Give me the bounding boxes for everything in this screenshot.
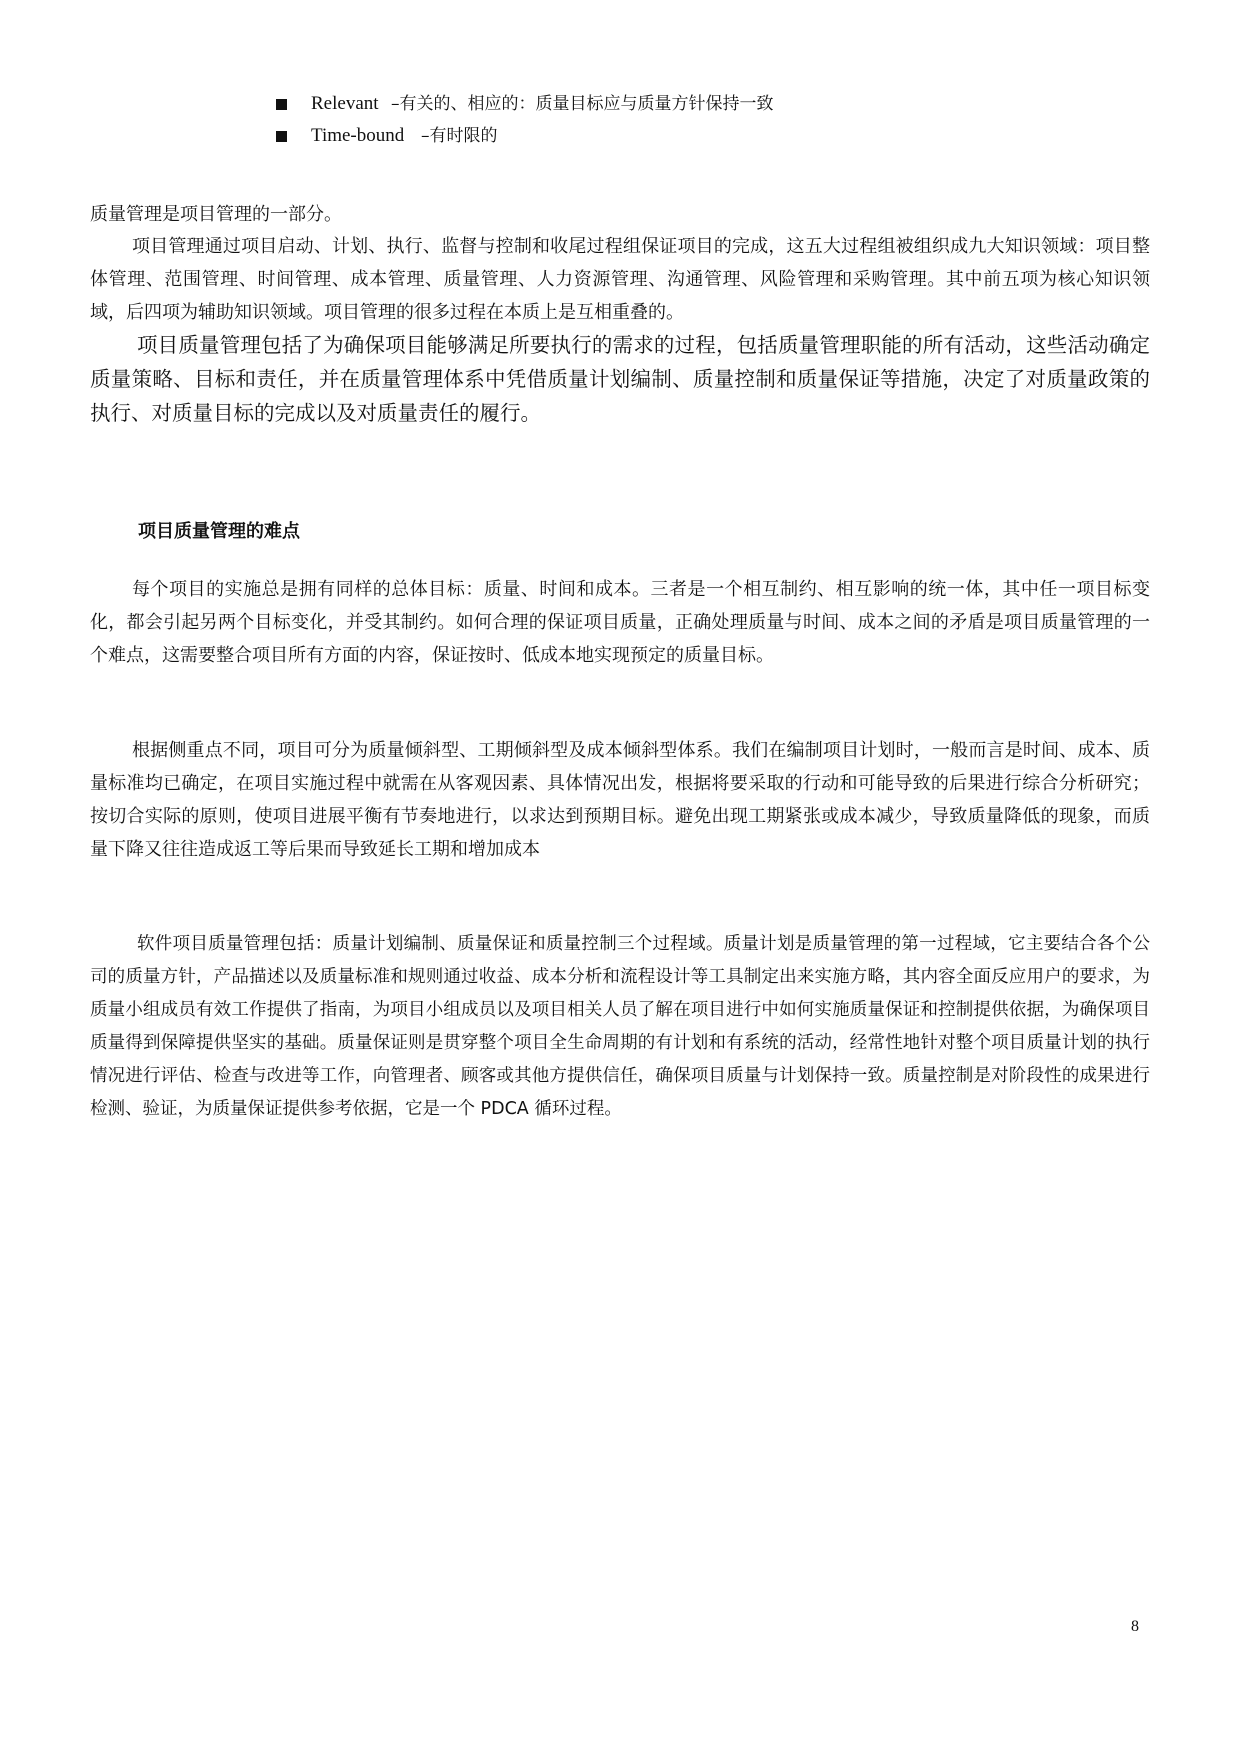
paragraph-difficulty: 每个项目的实施总是拥有同样的总体目标：质量、时间和成本。三者是一个相互制约、相互影响的统一体，其中任一项目标变化，都会引起另两个目标变化，并受其制约。如何合理的保证项目质量，正确处理质量与时间、成本之间的矛盾是项目质量管理的一个难点，这需要整合项目所有方面的内容，保证按时、低成本地实现预定的质量目标。	[90, 579, 1150, 666]
bullet-description: –有关的、相应的：质量目标应与质量方针保持一致	[391, 94, 774, 114]
paragraph-project-types: 根据侧重点不同，项目可分为质量倾斜型、工期倾斜型及成本倾斜型体系。我们在编制项目计划时，一般而言是时间、成本、质量标准均已确定，在项目实施过程中就需在从客观因素、具体情况出发，根据将要采取的行动和可能导致的后果进行综合分析研究；按切合实际的原则，使项目进展平衡有节奏地进行，以求达到预期目标。避免出现工期紧张或成本减少，导致质量降低的现象，而质量下降又往往造成返工等后果而导致延长工期和增加成本	[90, 740, 1150, 860]
square-bullet-icon	[276, 99, 287, 110]
section-heading: 项目质量管理的难点	[138, 521, 300, 542]
bullet-item-time-bound	[276, 120, 996, 152]
bullet-item-relevant	[276, 88, 996, 120]
paragraph-intro: 质量管理是项目管理的一部分。	[90, 204, 342, 225]
bullet-term: Time-bound	[311, 125, 405, 146]
bullet-description: –有时限的	[421, 126, 498, 146]
page-number: 8	[1131, 1618, 1139, 1635]
square-bullet-icon	[276, 131, 287, 142]
paragraph-software-quality: 软件项目质量管理包括：质量计划编制、质量保证和质量控制三个过程域。质量计划是质量管理的第一过程域，它主要结合各个公司的质量方针，产品描述以及质量标准和规则通过收益、成本分析和流程设计等工具制定出来实施方略，其内容全面反应用户的要求，为质量小组成员有效工作提供了指南，为项目小组成员以及项目相关人员了解在项目进行中如何实施质量保证和控制提供依据，为确保项目质量得到保障提供坚实的基础。质量保证则是贯穿整个项目全生命周期的有计划和有系统的活动，经常性地针对整个项目质量计划的执行情况进行评估、检查与改进等工作，向管理者、顾客或其他方提供信任，确保项目质量与计划保持一致。质量控制是对阶段性的成果进行检测、验证，为质量保证提供参考依据，它是一个 PDCA 循环过程。	[90, 934, 1150, 1119]
paragraph-quality-definition: 项目质量管理包括了为确保项目能够满足所要执行的需求的过程，包括质量管理职能的所有活动，这些活动确定质量策略、目标和责任，并在质量管理体系中凭借质量计划编制、质量控制和质量保证等措施，决定了对质量政策的执行、对质量目标的完成以及对质量责任的履行。	[90, 333, 1150, 425]
bullet-term: Relevant	[311, 93, 379, 114]
bullet-list	[276, 88, 996, 152]
paragraph-knowledge-areas: 项目管理通过项目启动、计划、执行、监督与控制和收尾过程组保证项目的完成，这五大过程组被组织成九大知识领域：项目整体管理、范围管理、时间管理、成本管理、质量管理、人力资源管理、沟通管理、风险管理和采购管理。其中前五项为核心知识领域，后四项为辅助知识领域。项目管理的很多过程在本质上是互相重叠的。	[90, 236, 1150, 323]
